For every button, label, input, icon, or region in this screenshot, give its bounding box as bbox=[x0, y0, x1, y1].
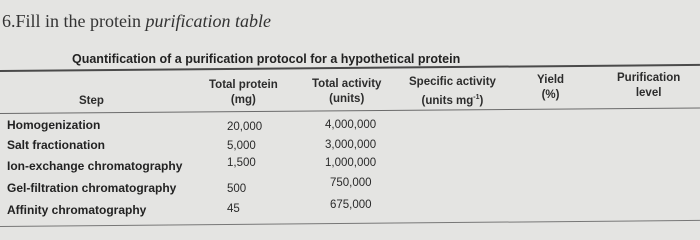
header-yield-line1: Yield bbox=[537, 74, 565, 86]
header-step: Step bbox=[79, 95, 104, 107]
header-total-protein bbox=[209, 78, 278, 108]
header-specific-activity-line2 bbox=[409, 90, 496, 109]
step-name: Affinity chromatography bbox=[7, 203, 147, 217]
total-activity-cell: 3,000,000 bbox=[325, 139, 377, 151]
header-specific-activity-line1: Specific activity bbox=[409, 76, 496, 88]
table-caption: Quantification of a purification protocol for a hypothetical protein bbox=[72, 52, 461, 66]
total-protein-cell: 500 bbox=[227, 183, 247, 195]
step-name: Salt fractionation bbox=[7, 138, 106, 152]
header-total-activity-line2: (units) bbox=[329, 93, 365, 105]
question-text bbox=[2, 11, 271, 32]
header-total-protein-line2: (mg) bbox=[230, 94, 256, 106]
total-activity-cell: 4,000,000 bbox=[325, 119, 377, 131]
total-activity-cell: 675,000 bbox=[330, 199, 372, 211]
header-total-protein-line1: Total protein bbox=[209, 79, 278, 91]
total-activity-cell: 1,000,000 bbox=[325, 157, 377, 169]
total-activity-cell: 750,000 bbox=[330, 177, 372, 189]
step-name: Homogenization bbox=[7, 118, 101, 132]
header-purification-line2: level bbox=[635, 87, 662, 99]
question-italic: purification table bbox=[145, 11, 271, 31]
header-purification-line1: Purification bbox=[617, 72, 681, 84]
header-total-activity bbox=[312, 77, 381, 107]
step-name: Ion-exchange chromatography bbox=[7, 159, 183, 173]
table-bottom-rule bbox=[0, 220, 700, 227]
step-name: Gel-filtration chromatography bbox=[7, 181, 177, 195]
header-specific-activity-close: ) bbox=[479, 94, 484, 107]
question-prefix: 6.Fill in the protein bbox=[2, 11, 146, 31]
total-protein-cell: 1,500 bbox=[227, 157, 256, 169]
total-protein-cell: 20,000 bbox=[227, 121, 263, 133]
header-specific-activity-sup: -1 bbox=[473, 94, 480, 101]
header-specific-activity bbox=[409, 75, 496, 109]
header-yield bbox=[537, 73, 564, 103]
header-bottom-rule bbox=[0, 108, 700, 114]
header-purification-level bbox=[617, 71, 680, 101]
header-total-activity-line1: Total activity bbox=[312, 78, 382, 90]
total-protein-cell: 45 bbox=[227, 203, 240, 215]
header-yield-line2: (%) bbox=[541, 89, 560, 101]
total-protein-cell: 5,000 bbox=[227, 140, 256, 152]
header-specific-activity-units: (units mg bbox=[421, 94, 474, 107]
